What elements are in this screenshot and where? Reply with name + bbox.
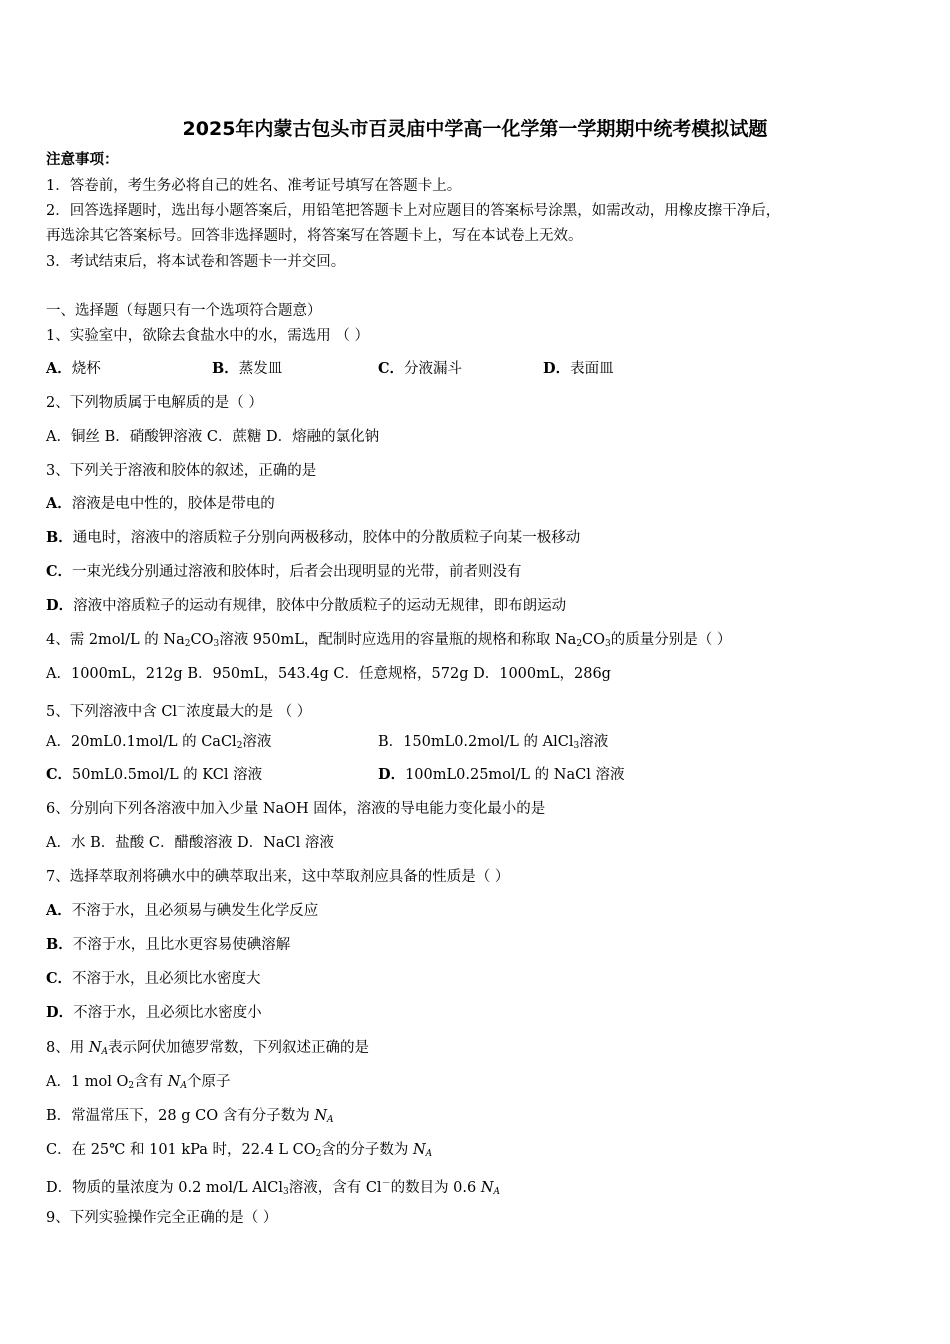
option-d: D．物质的量浓度为 0.2 mol/L AlCl$_3$溶液，含有 Cl－的数目为 0.6 $N_A$ — [46, 1179, 501, 1197]
option-a: A．不溶于水，且必须易与碘发生化学反应 — [46, 902, 319, 919]
option-a: A．20mL0.1mol/L 的 CaCl$_2$溶液 — [46, 734, 272, 751]
option-c: C．分液漏斗 — [378, 360, 463, 377]
option-c: C．在 25℃ 和 101 kPa 时，22.4 L $CO_2$含的分子数为 $N_A$ — [46, 1142, 433, 1159]
notice-item: 再选涂其它答案标号。回答非选择题时，将答案写在答题卡上，写在本试卷上无效。 — [46, 228, 583, 244]
question-6-stem: 6、分别向下列各溶液中加入少量 NaOH 固体，溶液的导电能力变化最小的是 — [46, 801, 546, 817]
option-a: A．烧杯 — [46, 360, 101, 377]
question-9-stem: 9、下列实验操作完全正确的是（ ） — [46, 1210, 278, 1226]
option-c: C．不溶于水，且必须比水密度大 — [46, 970, 261, 987]
option-b: B．蒸发皿 — [212, 360, 283, 377]
question-4-stem: 4、需 2mol/L 的 $Na_2CO_3$溶液 950mL，配制时应选用的容量瓶的规格和称取 $Na_2CO_3$的质量分别是（ ） — [46, 632, 732, 649]
option-a: A．1 mol $O_2$含有 $N_A$个原子 — [46, 1074, 231, 1091]
question-5-options-row-1 — [46, 732, 896, 756]
notice-item: 2．回答选择题时，选出每小题答案后，用铅笔把答题卡上对应题目的答案标号涂黑，如需改动，用橡皮擦干净后， — [46, 203, 781, 219]
option-d: D．表面皿 — [543, 360, 614, 377]
question-4-options: A．1000mL，212g B．950mL，543.4g C．任意规格，572g D．1000mL，286g — [46, 666, 611, 682]
notice-item: 1．答卷前，考生务必将自己的姓名、准考证号填写在答题卡上。 — [46, 178, 462, 194]
page-title: 2025年内蒙古包头市百灵庙中学高一化学第一学期期中统考模拟试题 — [182, 118, 768, 140]
section-heading: 一、选择题（每题只有一个选项符合题意） — [46, 303, 322, 319]
question-2-options: A．铜丝 B．硝酸钾溶液 C．蔗糖 D．熔融的氯化钠 — [46, 429, 380, 445]
question-2-stem: 2、下列物质属于电解质的是（ ） — [46, 395, 263, 411]
option-b: B．150mL0.2mol/L 的 AlCl$_3$溶液 — [378, 734, 609, 751]
notice-heading: 注意事项： — [46, 151, 119, 168]
question-7-stem: 7、选择萃取剂将碘水中的碘萃取出来，这中萃取剂应具备的性质是（ ） — [46, 869, 510, 885]
question-1-stem: 1、实验室中，欲除去食盐水中的水，需选用 （ ） — [46, 328, 369, 344]
option-d: D．不溶于水，且必须比水密度小 — [46, 1004, 262, 1021]
option-b: B．通电时，溶液中的溶质粒子分别向两极移动，胶体中的分散质粒子向某一极移动 — [46, 529, 581, 546]
option-c: C．一束光线分别通过溶液和胶体时，后者会出现明显的光带，前者则没有 — [46, 563, 522, 580]
option-a: A．溶液是电中性的，胶体是带电的 — [46, 495, 275, 512]
question-1-options — [46, 359, 614, 379]
question-6-options: A．水 B．盐酸 C．醋酸溶液 D．NaCl 溶液 — [46, 835, 334, 851]
option-d: D．溶液中溶质粒子的运动有规律，胶体中分散质粒子的运动无规律，即布朗运动 — [46, 597, 567, 614]
question-5-stem: 5、下列溶液中含 Cl－浓度最大的是 （ ） — [46, 703, 312, 720]
notice-item: 3．考试结束后，将本试卷和答题卡一并交回。 — [46, 254, 346, 270]
question-5-options-row-2 — [46, 765, 896, 785]
question-8-stem: 8、用 $N_A$表示阿伏加德罗常数，下列叙述正确的是 — [46, 1040, 370, 1057]
option-d: D．100mL0.25mol/L 的 NaCl 溶液 — [378, 766, 625, 783]
question-3-stem: 3、下列关于溶液和胶体的叙述，正确的是 — [46, 463, 317, 479]
option-c: C．50mL0.5mol/L 的 KCl 溶液 — [46, 766, 263, 783]
option-b: B．常温常压下，28 g CO 含有分子数为 $N_A$ — [46, 1108, 334, 1125]
option-b: B．不溶于水，且比水更容易使碘溶解 — [46, 936, 291, 953]
